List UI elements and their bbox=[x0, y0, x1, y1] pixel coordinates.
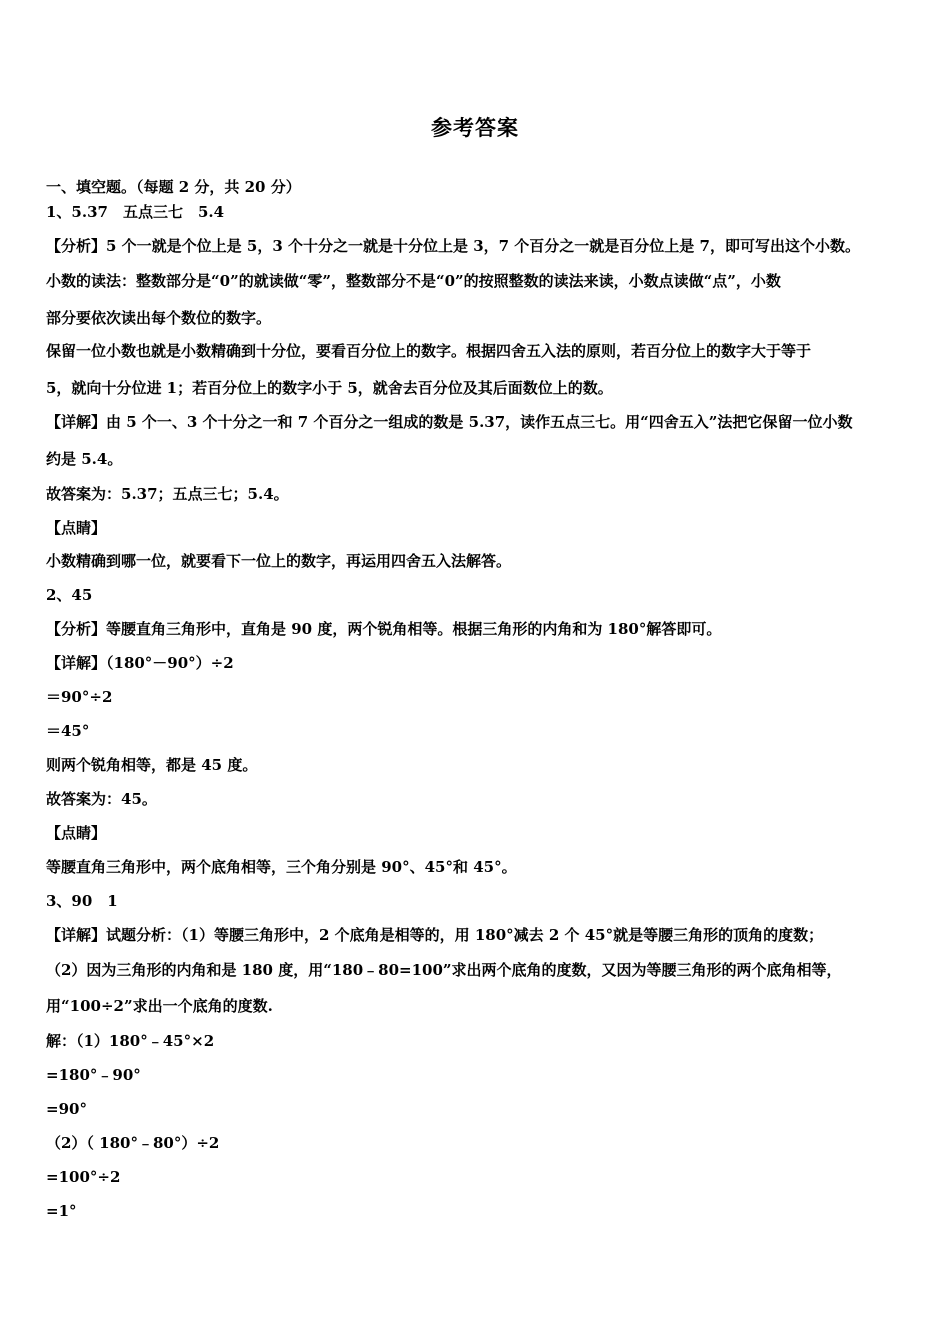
calc-line: （2）（ 180°﹣80°）÷2 bbox=[46, 1134, 220, 1152]
section-heading: 一、填空题。（每题 2 分，共 20 分） bbox=[46, 178, 301, 196]
final-answer-2: 故答案为：45。 bbox=[46, 790, 157, 808]
text-line: （2）因为三角形的内角和是 180 度，用“180﹣80=100”求出两个底角的度数，又因为等腰三角形的两个底角相等， bbox=[46, 961, 842, 979]
final-answer-1: 故答案为：5.37；五点三七；5.4。 bbox=[46, 485, 289, 503]
answer-1: 1、5.37 五点三七 5.4 bbox=[46, 203, 225, 221]
detail-1: 【详解】由 5 个一、3 个十分之一和 7 个百分之一组成的数是 5.37，读作五点三七。用“四舍五入”法把它保留一位小数 bbox=[46, 413, 853, 431]
analysis-2: 【分析】等腰直角三角形中，直角是 90 度，两个锐角相等。根据三角形的内角和为 180°解答即可。 bbox=[46, 620, 722, 638]
text-line: 5，就向十分位进 1；若百分位上的数字小于 5，就舍去百分位及其后面数位上的数。 bbox=[46, 379, 613, 397]
answer-3: 3、90 1 bbox=[46, 892, 118, 910]
comment-heading: 【点睛】 bbox=[46, 519, 107, 537]
calc-line: =90° bbox=[46, 1100, 87, 1118]
solution-line: 解：（1）180°﹣45°×2 bbox=[46, 1032, 215, 1050]
text-line: 保留一位小数也就是小数精确到十分位，要看百分位上的数字。根据四舍五入法的原则，若百分位上的数字大于等于 bbox=[46, 342, 812, 360]
comment-heading: 【点睛】 bbox=[46, 824, 107, 842]
calc-line: ＝90°÷2 bbox=[46, 688, 113, 706]
calc-line: =100°÷2 bbox=[46, 1168, 121, 1186]
calc-line: =1° bbox=[46, 1202, 77, 1220]
page-title: 参考答案 bbox=[431, 116, 519, 140]
text-line: 部分要依次读出每个数位的数字。 bbox=[46, 309, 272, 327]
answer-2: 2、45 bbox=[46, 586, 93, 604]
text-line: 则两个锐角相等，都是 45 度。 bbox=[46, 756, 258, 774]
text-line: 约是 5.4。 bbox=[46, 450, 123, 468]
comment-1: 小数精确到哪一位，就要看下一位上的数字，再运用四舍五入法解答。 bbox=[46, 552, 512, 570]
calc-line: ＝45° bbox=[46, 722, 90, 740]
analysis-1: 【分析】5 个一就是个位上是 5，3 个十分之一就是十分位上是 3，7 个百分之一就是百分位上是 7，即可写出这个小数。 bbox=[46, 237, 860, 255]
comment-2: 等腰直角三角形中，两个底角相等，三个角分别是 90°、45°和 45°。 bbox=[46, 858, 517, 876]
detail-2: 【详解】（180°－90°）÷2 bbox=[46, 654, 234, 672]
detail-3: 【详解】试题分析：（1）等腰三角形中，2 个底角是相等的，用 180°减去 2 个 45°就是等腰三角形的顶角的度数； bbox=[46, 926, 824, 944]
text-line: 小数的读法：整数部分是“0”的就读做“零”，整数部分不是“0”的按照整数的读法来读，小数点读做“点”，小数 bbox=[46, 272, 781, 290]
text-line: 用“100÷2”求出一个底角的度数. bbox=[46, 997, 273, 1015]
calc-line: =180°﹣90° bbox=[46, 1066, 141, 1084]
